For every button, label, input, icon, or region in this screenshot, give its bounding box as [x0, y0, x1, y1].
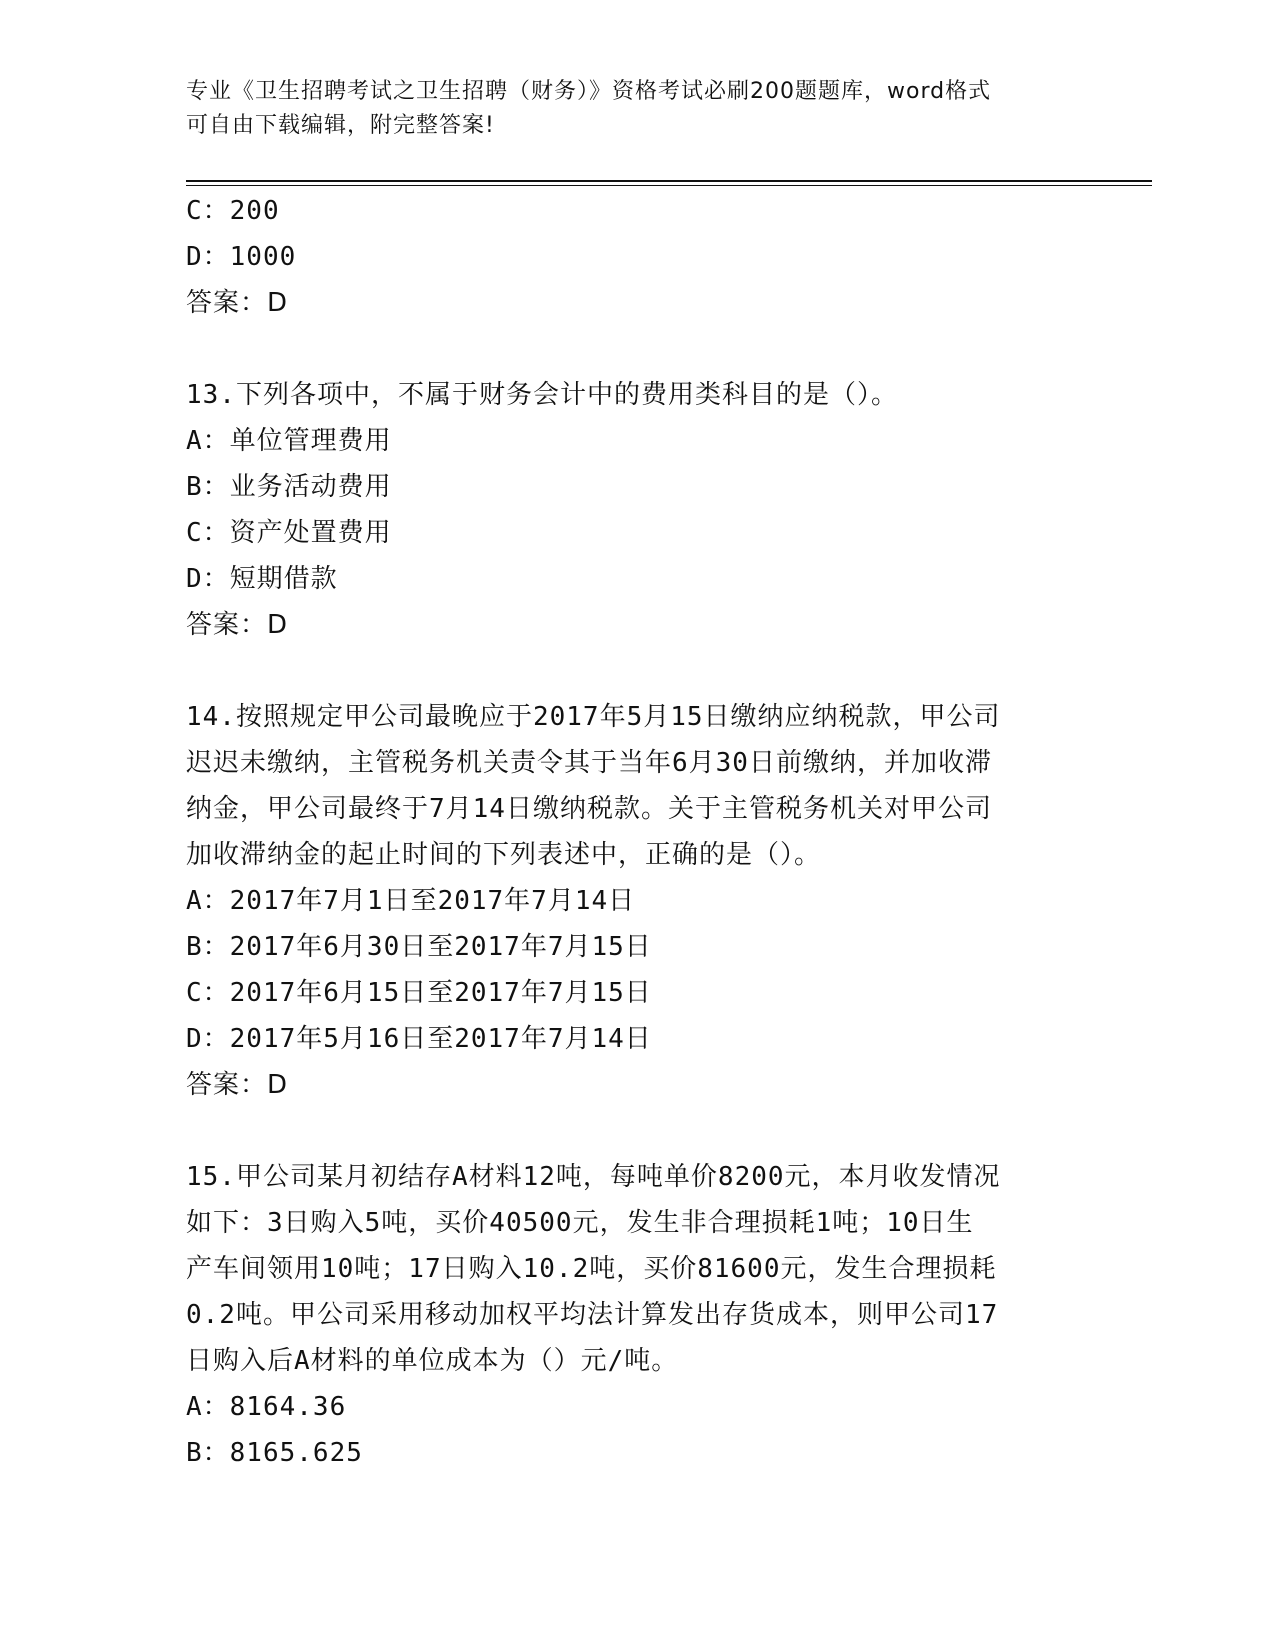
answer: 答案：D: [186, 1070, 289, 1100]
header-divider: [186, 180, 1152, 182]
question-stem-line: 产车间领用10吨；17日购入10.2吨，买价81600元，发生合理损耗: [186, 1254, 997, 1284]
option-d: D：2017年5月16日至2017年7月14日: [186, 1024, 652, 1054]
option-b: B：8165.625: [186, 1438, 363, 1468]
question-stem-line: 15.甲公司某月初结存A材料12吨，每吨单价8200元，本月收发情况: [186, 1162, 1001, 1192]
question-stem-line: 如下：3日购入5吨，买价40500元，发生非合理损耗1吨；10日生: [186, 1208, 974, 1238]
header-line-2: 可自由下载编辑，附完整答案!: [186, 113, 495, 138]
header-line-1: 专业《卫生招聘考试之卫生招聘（财务）》资格考试必刷200题题库，word格式: [186, 79, 992, 104]
option-c: C：资产处置费用: [186, 518, 392, 548]
option-c: C：200: [186, 196, 280, 226]
question-stem-line: 0.2吨。甲公司采用移动加权平均法计算发出存货成本，则甲公司17: [186, 1300, 999, 1330]
question-stem-line: 加收滞纳金的起止时间的下列表述中，正确的是（）。: [186, 840, 822, 870]
option-b: B：2017年6月30日至2017年7月15日: [186, 932, 652, 962]
option-a: A：单位管理费用: [186, 426, 392, 456]
question-stem-line: 日购入后A材料的单位成本为（）元/吨。: [186, 1346, 679, 1376]
prev-question: [186, 188, 1086, 326]
option-a: A：8164.36: [186, 1392, 347, 1422]
answer: 答案：D: [186, 288, 289, 318]
header-divider-thin: [186, 185, 1152, 186]
question-stem-line: 14.按照规定甲公司最晚应于2017年5月15日缴纳应纳税款，甲公司: [186, 702, 1001, 732]
question-14: [186, 694, 1086, 1108]
question-13: [186, 372, 1086, 648]
spacer: [186, 648, 1086, 694]
option-a: A：2017年7月1日至2017年7月14日: [186, 886, 636, 916]
question-stem-line: 纳金，甲公司最终于7月14日缴纳税款。关于主管税务机关对甲公司: [186, 794, 992, 824]
question-stem: 13.下列各项中，不属于财务会计中的费用类科目的是（）。: [186, 380, 898, 410]
spacer: [186, 326, 1086, 372]
question-stem-line: 迟迟未缴纳，主管税务机关责令其于当年6月30日前缴纳，并加收滞: [186, 748, 992, 778]
option-b: B：业务活动费用: [186, 472, 392, 502]
option-c: C：2017年6月15日至2017年7月15日: [186, 978, 652, 1008]
answer: 答案：D: [186, 610, 289, 640]
question-content: [186, 188, 1086, 1476]
spacer: [186, 1108, 1086, 1154]
option-d: D：短期借款: [186, 564, 338, 594]
document-header: [186, 75, 1086, 143]
option-d: D：1000: [186, 242, 297, 272]
question-15: [186, 1154, 1086, 1476]
